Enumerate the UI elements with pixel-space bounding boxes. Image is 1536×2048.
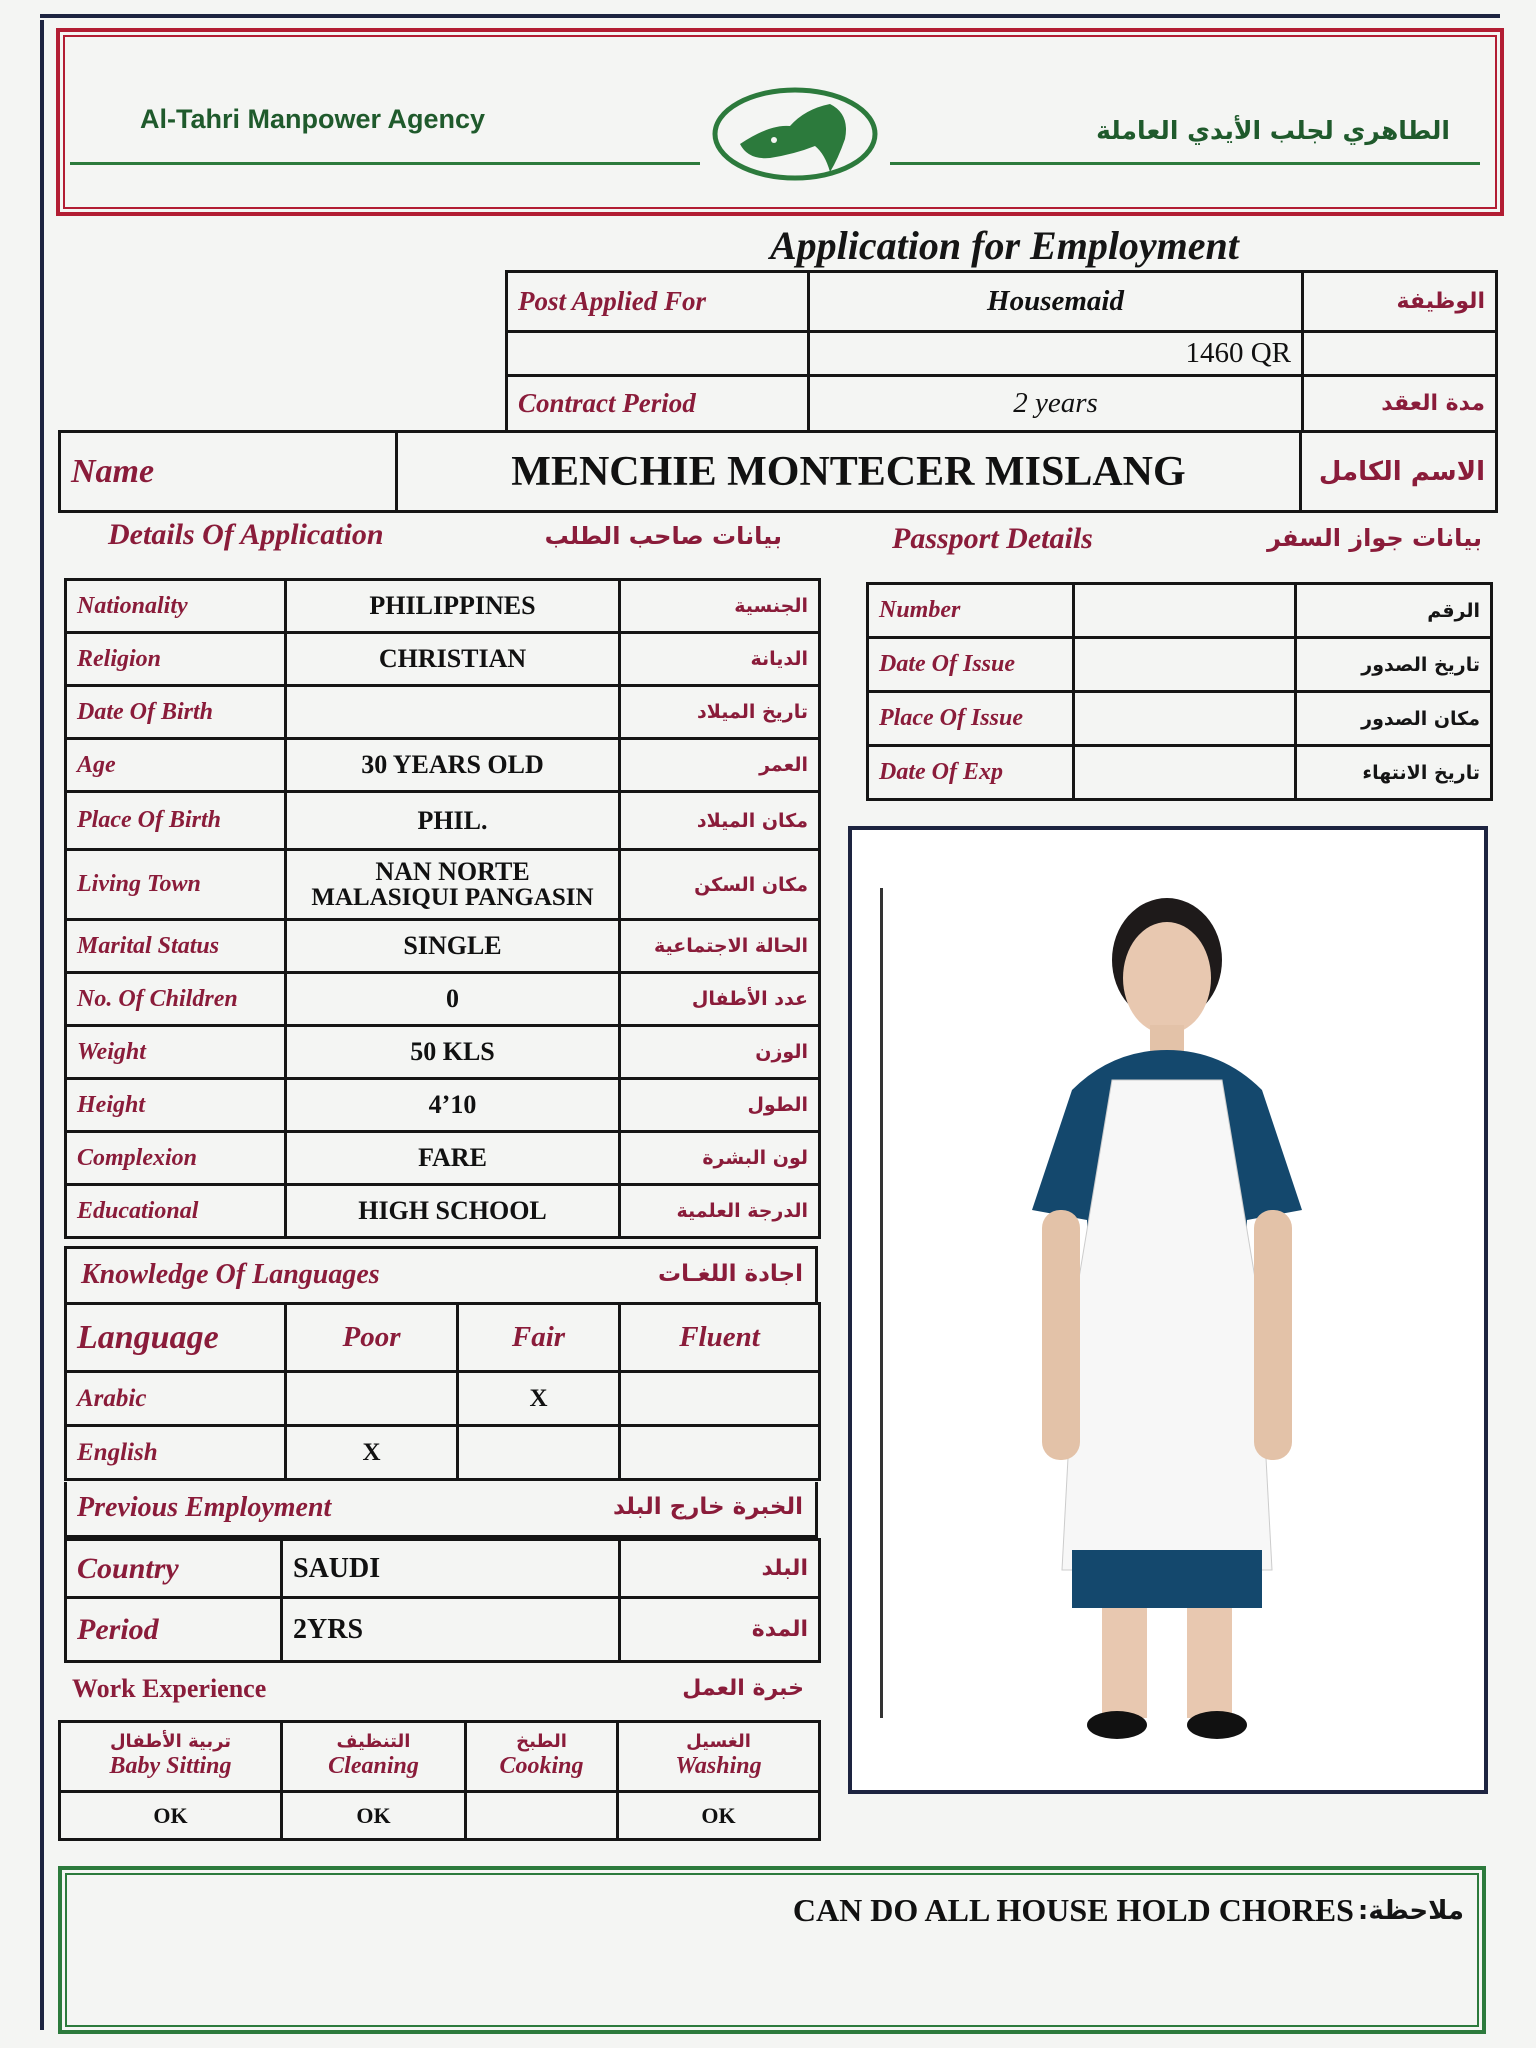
horse-head-logo-icon (710, 84, 880, 184)
language-name: English (77, 1438, 158, 1466)
work-skill-label: Cleaning (328, 1753, 419, 1780)
work-skill-value-row (60, 1792, 820, 1840)
details-row-value: SINGLE (403, 931, 502, 961)
contract-label: Contract Period (518, 388, 696, 418)
work-experience-heading-row (58, 1664, 818, 1722)
work-skill-label-ar: تربية الأطفال (109, 1731, 232, 1753)
details-row-label: Religion (77, 645, 162, 672)
details-row-value: FARE (418, 1143, 487, 1173)
details-row-label: Nationality (77, 592, 188, 619)
details-row-label-ar: الديانة (750, 648, 808, 670)
previous-employment-table (64, 1538, 821, 1663)
details-row-value: CHRISTIAN (378, 644, 527, 674)
passport-row-label-ar: تاريخ الانتهاء (1362, 761, 1480, 784)
details-row-label: Date Of Birth (77, 698, 214, 725)
col-poor: Poor (342, 1321, 401, 1353)
details-row-label-ar: الوزن (755, 1041, 808, 1063)
details-row-label: Height (77, 1091, 146, 1118)
post-label: Post Applied For (518, 286, 707, 316)
details-row-label-ar: الدرجة العلمية (676, 1200, 808, 1222)
language-name: Arabic (77, 1384, 147, 1412)
passport-row-label-ar: الرقم (1427, 599, 1480, 622)
details-row (66, 739, 820, 792)
page-frame-top (40, 14, 1500, 18)
country-value: SAUDI (293, 1552, 381, 1584)
previous-employment-heading: Previous Employment (77, 1492, 332, 1523)
contract-value: 2 years (1013, 387, 1098, 419)
country-label-ar: البلد (761, 1556, 808, 1581)
details-row (66, 580, 820, 633)
languages-heading: Knowledge Of Languages (81, 1259, 380, 1290)
work-experience-heading: Work Experience (72, 1674, 267, 1703)
name-label: Name (71, 452, 155, 490)
passport-row-label: Place Of Issue (879, 705, 1023, 731)
details-row-value: 0 (446, 984, 459, 1014)
details-row-label: Living Town (77, 871, 201, 897)
passport-row-label: Date Of Issue (879, 651, 1015, 677)
work-skill-value: OK (153, 1802, 188, 1828)
work-skill-value: OK (356, 1802, 391, 1828)
passport-table (866, 582, 1493, 801)
passport-heading-ar: بيانات جواز السفر (1267, 524, 1482, 552)
details-row-value-line2: MALASIQUI PANGASIN (311, 884, 594, 912)
work-experience-table (58, 1720, 821, 1841)
post-value: Housemaid (987, 285, 1124, 317)
details-row-label-ar: مكان السكن (694, 873, 808, 896)
details-row-label: Age (77, 751, 116, 778)
details-row (66, 686, 820, 739)
details-row-label-ar: العمر (759, 754, 808, 776)
col-language: Language (77, 1318, 219, 1356)
agency-name-ar: الطاهري لجلب الأيدي العاملة (1096, 116, 1450, 145)
letterhead (56, 28, 1504, 216)
period-value: 2YRS (293, 1613, 364, 1645)
applicant-name: MENCHIE MONTECER MISLANG (511, 448, 1186, 495)
details-row-label-ar: الجنسية (734, 595, 808, 617)
details-row (66, 792, 820, 850)
details-heading: Details Of Application (108, 518, 384, 551)
details-row-value: NAN NORTE (375, 856, 530, 886)
work-skill-label: Washing (675, 1753, 762, 1780)
passport-row (868, 638, 1492, 692)
work-skill-header-row (60, 1722, 820, 1792)
period-label-ar: المدة (751, 1617, 808, 1642)
details-row (66, 850, 820, 920)
details-row-label: Marital Status (77, 932, 220, 959)
post-label-ar: الوظيفة (1396, 289, 1485, 314)
details-row-value: HIGH SCHOOL (358, 1196, 547, 1226)
details-row (66, 920, 820, 973)
details-row-label: Complexion (77, 1144, 198, 1171)
details-row (66, 973, 820, 1026)
page-title: Application for Employment (770, 223, 1239, 268)
details-row-label-ar: الطول (747, 1094, 808, 1116)
details-row-label: No. Of Children (77, 985, 238, 1012)
details-row-value: 30 YEARS OLD (361, 750, 544, 780)
remarks-box (58, 1866, 1486, 2034)
details-row-label-ar: الحالة الاجتماعية (654, 935, 808, 957)
passport-row-label-ar: تاريخ الصدور (1361, 653, 1480, 676)
work-skill-label-ar: الغسيل (686, 1731, 751, 1753)
agency-name-en: Al-Tahri Manpower Agency (140, 104, 486, 134)
details-heading-ar: بيانات صاحب الطلب (544, 522, 782, 550)
details-row-value: 50 KLS (410, 1037, 495, 1067)
remarks-line (793, 1892, 1464, 1929)
details-row-value: PHILIPPINES (369, 591, 536, 621)
details-row (66, 1132, 820, 1185)
passport-row (868, 692, 1492, 746)
person-figure-icon (1002, 890, 1332, 1750)
details-row-value: PHIL. (417, 805, 488, 835)
work-skill-label: Baby Sitting (109, 1753, 232, 1780)
details-row (66, 633, 820, 686)
details-row-label: Educational (77, 1197, 199, 1224)
details-row-label-ar: تاريخ الميلاد (697, 701, 808, 723)
passport-row-label: Number (879, 597, 961, 623)
period-label: Period (77, 1612, 159, 1646)
header-rule-right (890, 162, 1480, 165)
languages-heading-ar: اجادة اللغـات (658, 1261, 803, 1287)
passport-row-label: Date Of Exp (879, 759, 1003, 785)
passport-heading: Passport Details (892, 522, 1093, 555)
details-row (66, 1079, 820, 1132)
details-row-label: Place Of Birth (77, 807, 221, 833)
language-row (66, 1372, 820, 1426)
passport-row-label-ar: مكان الصدور (1361, 707, 1480, 730)
languages-table (64, 1302, 821, 1481)
salary-value: 1460 QR (1185, 337, 1291, 369)
passport-row (868, 584, 1492, 638)
work-skill-label-ar: الطبخ (516, 1731, 567, 1753)
work-skill-value: OK (701, 1802, 736, 1828)
country-label: Country (77, 1551, 179, 1585)
page-frame-left (40, 20, 44, 2030)
work-skill-label: Cooking (499, 1753, 584, 1780)
work-skill-label-ar: التنظيف (336, 1731, 411, 1753)
work-experience-heading-ar: خبرة العمل (682, 1676, 804, 1701)
applicant-photo (848, 826, 1488, 1794)
details-row-value: 4’10 (428, 1090, 477, 1120)
col-fair: Fair (511, 1321, 566, 1353)
language-row (66, 1426, 820, 1480)
passport-row (868, 746, 1492, 800)
photo-edge-line (880, 888, 883, 1718)
details-row-label-ar: عدد الأطفال (691, 988, 808, 1010)
details-row-label-ar: لون البشرة (702, 1147, 808, 1169)
language-poor-mark: X (362, 1438, 381, 1466)
details-row (66, 1026, 820, 1079)
language-fair-mark: X (529, 1384, 548, 1412)
remarks-label-ar: ملاحظة: (1357, 1895, 1464, 1926)
details-table (64, 578, 821, 1239)
details-row-label: Weight (77, 1038, 146, 1065)
name-table (58, 430, 1498, 513)
name-label-ar: الاسم الكامل (1318, 456, 1485, 487)
details-row (66, 1185, 820, 1238)
previous-employment-heading-row (64, 1482, 818, 1538)
post-table (505, 270, 1498, 433)
details-row-label-ar: مكان الميلاد (696, 809, 808, 832)
languages-heading-row (64, 1246, 818, 1302)
previous-employment-heading-ar: الخبرة خارج البلد (613, 1494, 803, 1520)
remarks-value: CAN DO ALL HOUSE HOLD CHORES (792, 1892, 1354, 1928)
contract-label-ar: مدة العقد (1381, 391, 1485, 416)
col-fluent: Fluent (679, 1321, 760, 1353)
header-rule-left (70, 162, 700, 165)
